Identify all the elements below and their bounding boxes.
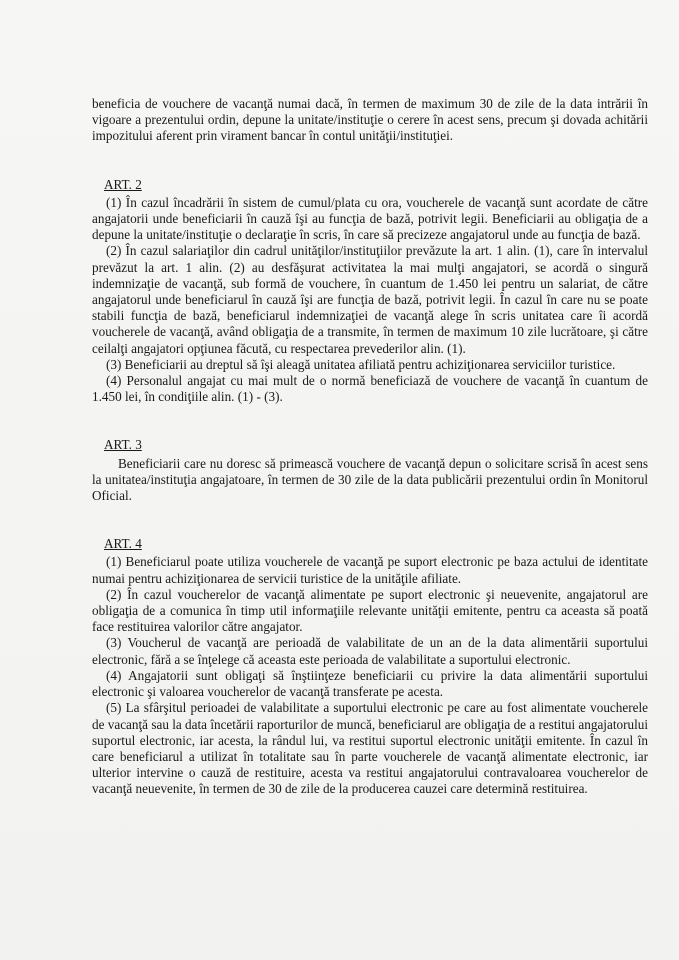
article-2-paragraph-4: (4) Personalul angajat cu mai mult de o normă beneficiază de vouchere de vacanţă în cuantum de 1.450 lei, în condiţiile alin. (1) - (3). — [92, 373, 648, 405]
article-3-paragraph-1: Beneficiarii care nu doresc să primească vouchere de vacanţă depun o solicitare scrisă în acest sens la unitatea/instituţia angajatoare, în termen de 30 zile de la data publicării prezentului ordin în Monitorul Oficial. — [92, 455, 648, 504]
article-4-paragraph-3: (3) Voucherul de vacanţă are perioadă de valabilitate de un an de la data alimentării suportului electronic, fără a se înţelege că aceasta este perioada de valabilitate a suportului electronic. — [92, 635, 648, 667]
article-4-heading: ART. 4 — [104, 536, 142, 552]
article-4-paragraph-4: (4) Angajatorii sunt obligaţi să înştiinţeze beneficiarii cu privire la data alimentării suportului electronic şi valoarea voucherelor de vacanţă transferate pe acesta. — [92, 667, 648, 700]
article-4-paragraph-2: (2) În cazul voucherelor de vacanţă alimentate pe suport electronic şi neuevenite, angajatorul are obligaţia de a comunica în timp util informaţiile relevante unităţii emitente, pentru ca aceasta să poată face restituirea valorilor către angajator. — [92, 586, 648, 635]
spacer — [92, 405, 648, 419]
article-4-paragraph-1: (1) Beneficiarul poate utiliza voucherele de vacanţă pe suport electronic pe baza actului de identitate numai pentru achiziţionarea de servicii turistice de la unităţile afiliate. — [92, 554, 648, 586]
article-2-heading: ART. 2 — [104, 176, 142, 192]
article-2-paragraph-2: (2) În cazul salariaţilor din cadrul unităţilor/instituţiilor prevăzute la art. 1 alin. (1), care în intervalul prevăzut la art. 1 alin. (2) au desfăşurat activitatea la mai mulţi angajatori, se acordă o singură indemnizaţie de vacanţă, sub formă de vouchere, în cuantum de 1.450 lei pentru un salariat, de către angajatorul unde beneficiarul în cauză îşi are funcţia de bază, potrivit legii. În cazul în care nu se poate stabili funcţia de bază, beneficiarul indemnizaţiei de vacanţă alege în scris unitatea care îi acordă voucherele de vacanţă, având obligaţia de a transmite, în termen de maximum 10 zile lucrătoare, şi către ceilalţi angajatori opţiunea făcută, cu respectarea prevederilor alin. (1). — [92, 243, 648, 356]
article-3-heading: ART. 3 — [104, 437, 142, 453]
article-2-paragraph-3: (3) Beneficiarii au dreptul să îşi aleagă unitatea afiliată pentru achiziţionarea serviciilor turistice. — [106, 356, 616, 372]
spacer — [92, 145, 648, 159]
document-body — [92, 96, 648, 798]
spacer — [92, 504, 648, 518]
article-4-paragraph-5: (5) La sfârşitul perioadei de valabilitate a suportului electronic pe care au fost alimentate voucherele de vacanţă sau la data încetării raporturilor de muncă, beneficiarul are obligaţia de a restitui angajatorului suportul electronic, iar acesta, la rândul lui, va restitui suportul electronic unităţii emitente. În cazul în care beneficiarul a utilizat în totalitate sau în parte voucherele de vacanţă alimentate electronic, iar ulterior intervine o cauză de restituire, acesta va restitui angajatorului contravaloarea voucherelor de vacanţă neuevenite, în termen de 30 de zile de la producerea cauzei care determină restituirea. — [92, 700, 648, 797]
intro-paragraph: beneficia de vouchere de vacanţă numai dacă, în termen de maximum 30 de zile de la data intrării în vigoare a prezentului ordin, depune la unitate/instituţie o cerere în acest sens, precum şi dovada achitării impozitului aferent prin virament bancar în contul unităţii/instituţiei. — [92, 96, 648, 144]
article-2-paragraph-1: (1) În cazul încadrării în sistem de cumul/plata cu ora, voucherele de vacanţă sunt acordate de către angajatorii unde beneficiarii în cauză îşi au funcţia de bază, potrivit legii. Beneficiarii au obligaţia de a depune la unitate/instituţie o declaraţie în scris, în care să precizeze angajatorul unde au funcţia de bază. — [92, 194, 648, 243]
